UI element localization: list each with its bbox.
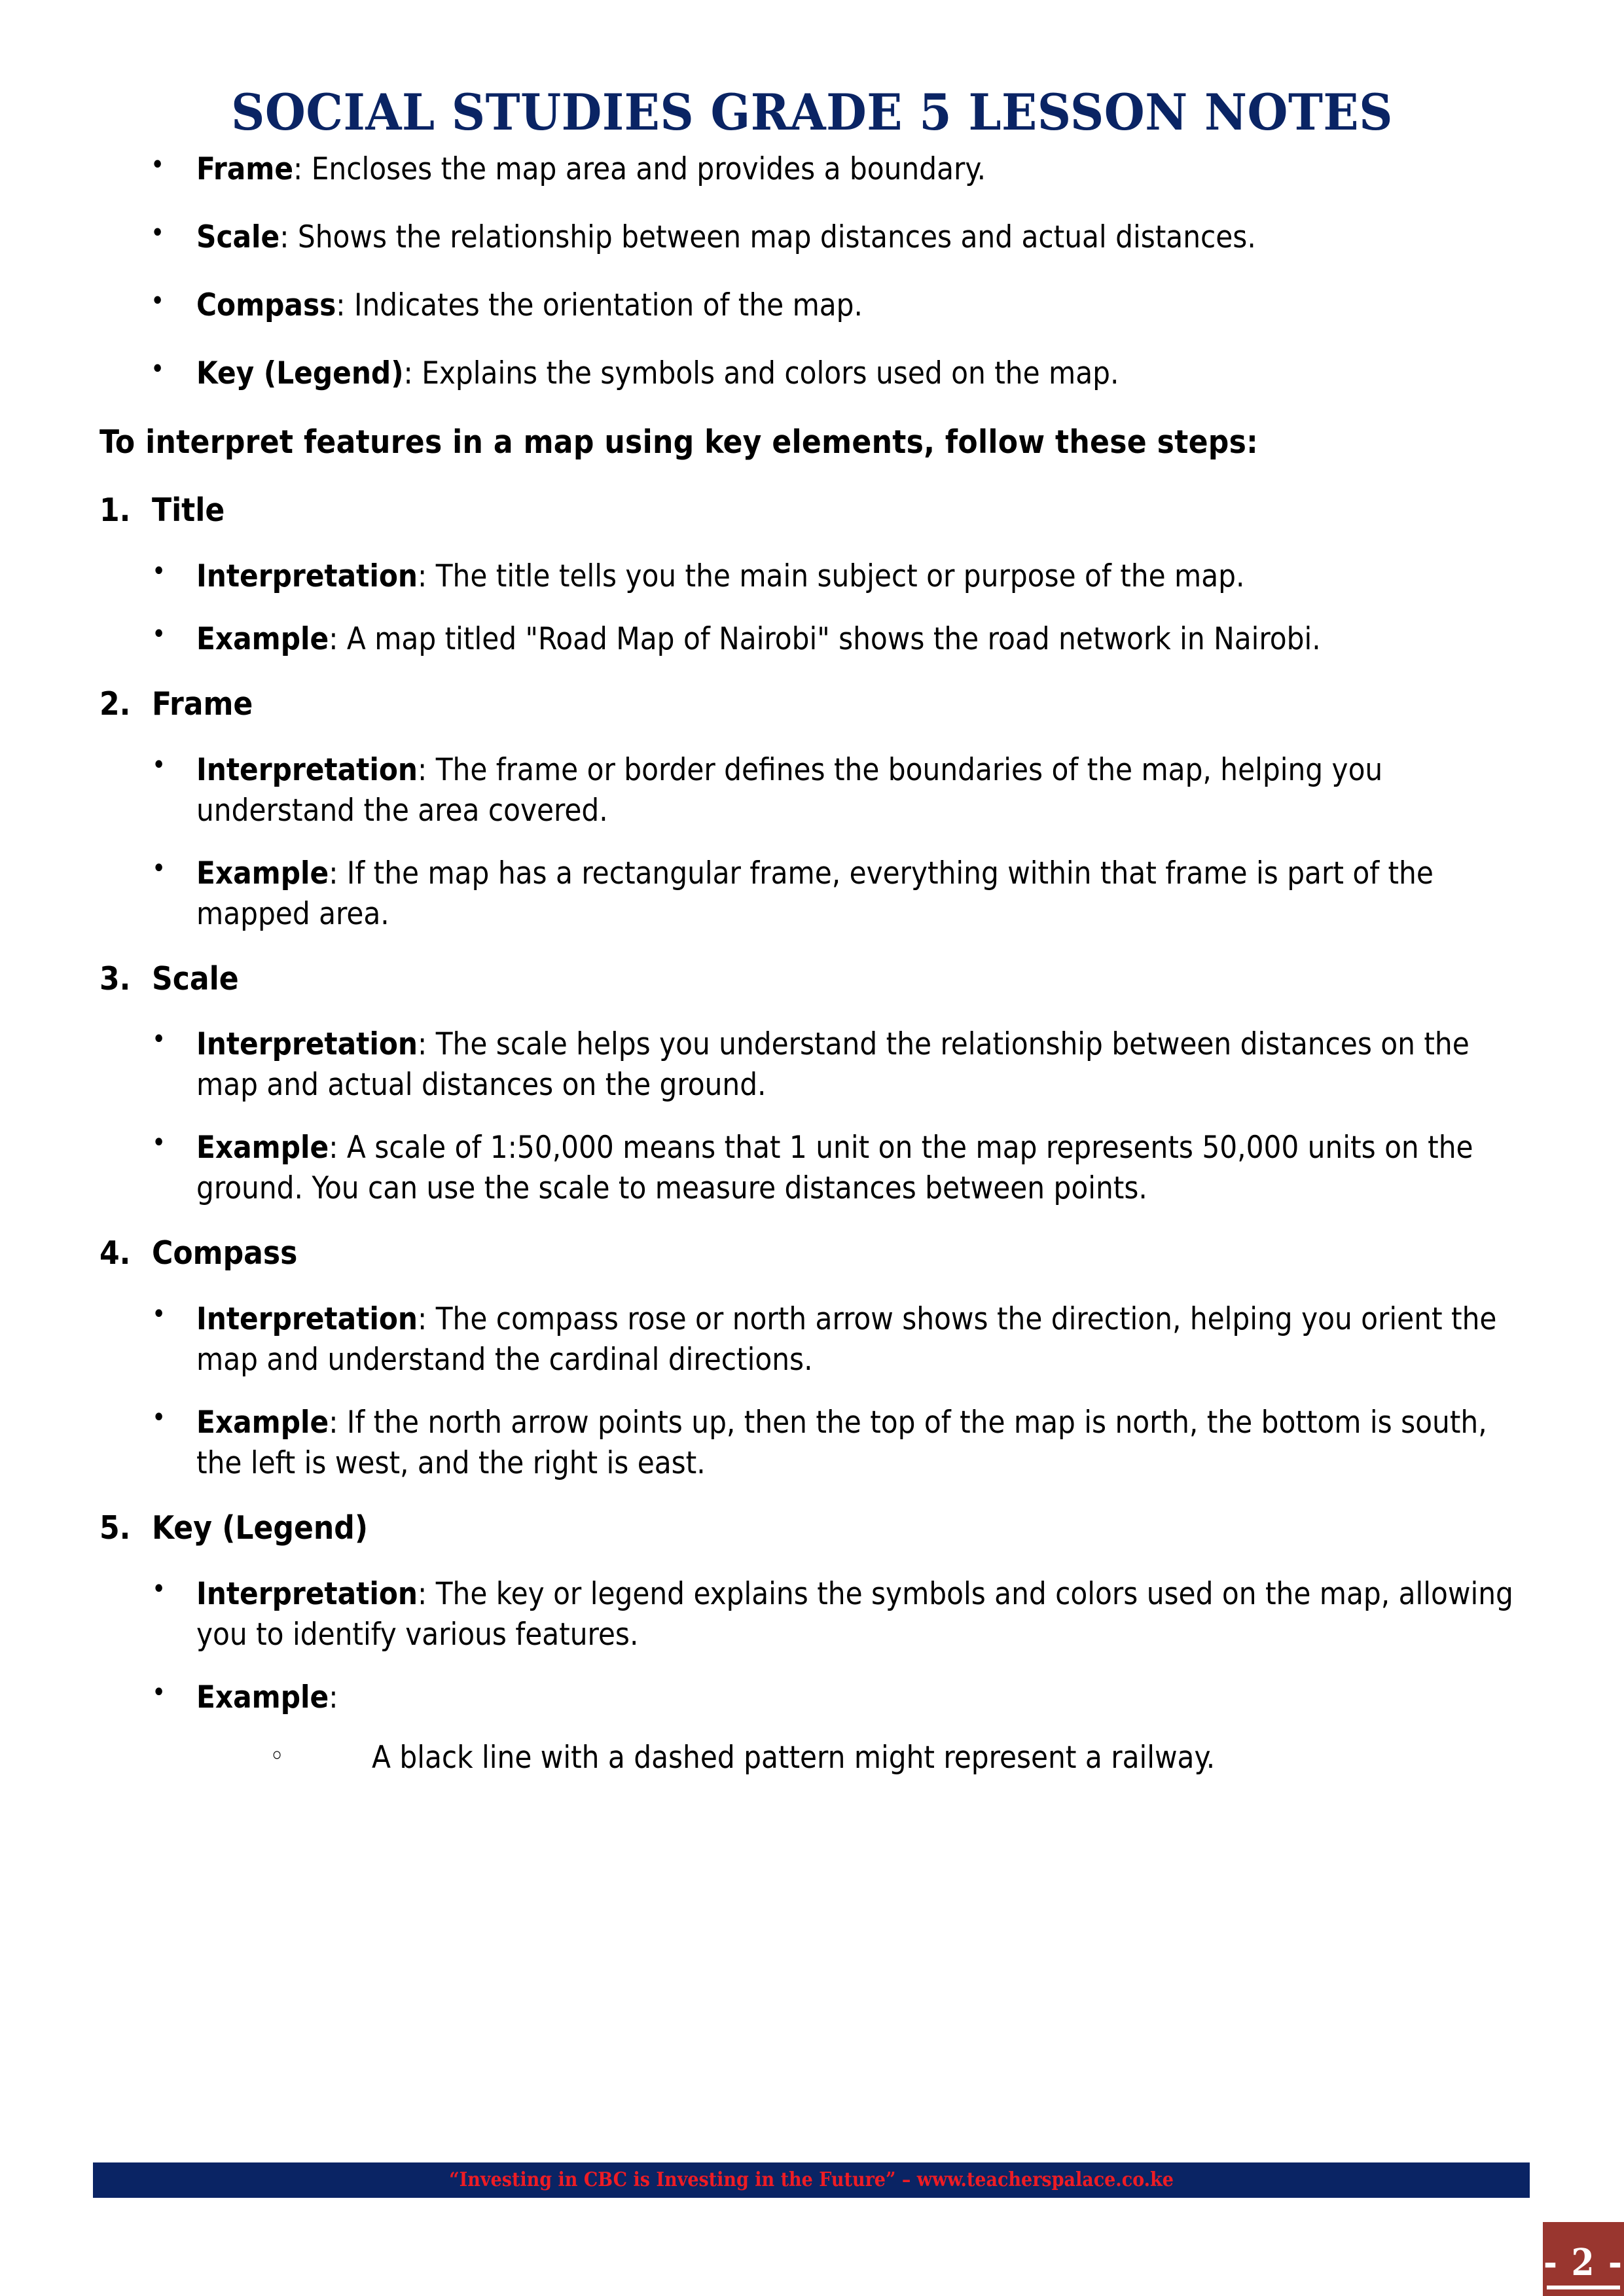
list-item	[99, 353, 1533, 393]
list-item	[99, 1024, 1533, 1105]
list-item-label: Key (Legend)	[196, 355, 404, 392]
step-name: Title	[152, 492, 225, 529]
list-item	[99, 1574, 1533, 1655]
page-title: SOCIAL STUDIES GRADE 5 LESSON NOTES	[231, 83, 1393, 141]
list-item: ◦ A black line with a dashed pattern might represent a railway.	[196, 1738, 1533, 1778]
list-item-label: Interpretation	[196, 751, 418, 788]
step-name: Compass	[152, 1234, 298, 1272]
list-item-separator: :	[329, 1405, 347, 1441]
list-item-label: Compass	[196, 287, 336, 324]
list-item-separator: :	[280, 219, 298, 256]
list-item	[99, 1299, 1533, 1380]
step-number: 4.	[99, 1234, 131, 1272]
list-item	[99, 285, 1533, 325]
list-item-text: A map titled "Road Map of Nairobi" shows the road network in Nairobi.	[346, 620, 1321, 657]
list-item-text: Explains the symbols and colors used on the map.	[422, 355, 1119, 392]
step-name: Key (Legend)	[152, 1509, 368, 1547]
list-item-text: If the map has a rectangular frame, everything within that frame is part of the mapped area.	[196, 855, 1434, 932]
step-name: Frame	[152, 685, 253, 723]
list-item-text: The title tells you the main subject or purpose of the map.	[435, 558, 1245, 594]
list-item-label: Scale	[196, 219, 280, 256]
list-item-label: Frame	[196, 151, 294, 187]
list-item-label: Example	[196, 620, 329, 657]
page-number-text: - 2 -	[1543, 2241, 1623, 2284]
step-number: 2.	[99, 685, 131, 723]
step-number: 1.	[99, 492, 131, 529]
list-item-text: The key or legend explains the symbols and colors used on the map, allowing you to identify various features.	[196, 1575, 1513, 1653]
list-item	[99, 853, 1533, 935]
step-points-1	[99, 556, 1533, 660]
page-number-rule	[1547, 2286, 1620, 2289]
list-item	[99, 1128, 1533, 1209]
list-item	[99, 149, 1533, 189]
list-item-label: Interpretation	[196, 558, 418, 594]
footer-tagline: “Investing in CBC is Investing in the Future” – www.teacherspalace.co.ke	[449, 2168, 1174, 2191]
list-item-separator: :	[418, 751, 436, 788]
map-elements-list	[99, 149, 1533, 393]
list-item	[99, 750, 1533, 831]
list-item	[99, 217, 1533, 257]
list-item-separator: :	[418, 1026, 436, 1063]
step-item-3	[99, 958, 1533, 1000]
step-name: Scale	[152, 960, 239, 997]
step-item-4	[99, 1232, 1533, 1274]
list-item	[99, 1677, 1533, 1778]
list-item-separator: :	[418, 1575, 436, 1612]
list-item-text: Shows the relationship between map distances and actual distances.	[297, 219, 1256, 256]
list-item-separator: :	[336, 287, 354, 324]
list-item-label: Example	[196, 855, 329, 891]
list-item-label: Example	[196, 1130, 329, 1166]
list-item-text: The scale helps you understand the relationship between distances on the map and actual distances on the ground.	[196, 1026, 1470, 1103]
list-item-text: The frame or border defines the boundaries of the map, helping you understand the area covered.	[196, 751, 1383, 829]
list-item-separator: :	[329, 1679, 338, 1715]
list-item-text: Encloses the map area and provides a boundary.	[311, 151, 986, 187]
step-number: 5.	[99, 1509, 131, 1547]
step-points-4	[99, 1299, 1533, 1484]
list-item-separator: :	[329, 855, 347, 891]
list-item	[99, 556, 1533, 597]
list-item-label: Interpretation	[196, 1026, 418, 1063]
step-points-5	[99, 1574, 1533, 1778]
step-item-1	[99, 490, 1533, 531]
page-number-badge	[1543, 2222, 1624, 2296]
list-item-label: Example	[196, 1679, 329, 1715]
step-number: 3.	[99, 960, 131, 997]
list-item-separator: :	[403, 355, 422, 392]
list-item-text: The compass rose or north arrow shows the direction, helping you orient the map and understand the cardinal directions.	[196, 1301, 1497, 1378]
list-item-label: Interpretation	[196, 1575, 418, 1612]
step-points-3	[99, 1024, 1533, 1209]
list-item-separator: :	[418, 558, 436, 594]
list-item-label: Example	[196, 1405, 329, 1441]
list-item	[99, 1403, 1533, 1484]
step-points-2	[99, 750, 1533, 935]
list-item-text: Indicates the orientation of the map.	[353, 287, 863, 324]
list-item-separator: :	[293, 151, 312, 187]
list-item-separator: :	[329, 620, 347, 657]
list-item-text: A scale of 1:50,000 means that 1 unit on the map represents 50,000 units on the ground. You can use the scale to measure distances between points.	[196, 1130, 1473, 1207]
list-item-separator: :	[418, 1301, 436, 1338]
list-item	[99, 619, 1533, 660]
list-item-separator: :	[329, 1130, 347, 1166]
step-item-2	[99, 683, 1533, 725]
step-item-5	[99, 1507, 1533, 1549]
list-item-label: Interpretation	[196, 1301, 418, 1338]
section-heading: To interpret features in a map using key elements, follow these steps:	[99, 423, 1259, 461]
footer-bar	[93, 2162, 1530, 2198]
list-item-text: If the north arrow points up, then the top of the map is north, the bottom is south, the left is west, and the right is east.	[196, 1405, 1487, 1482]
document-body	[99, 149, 1533, 1802]
